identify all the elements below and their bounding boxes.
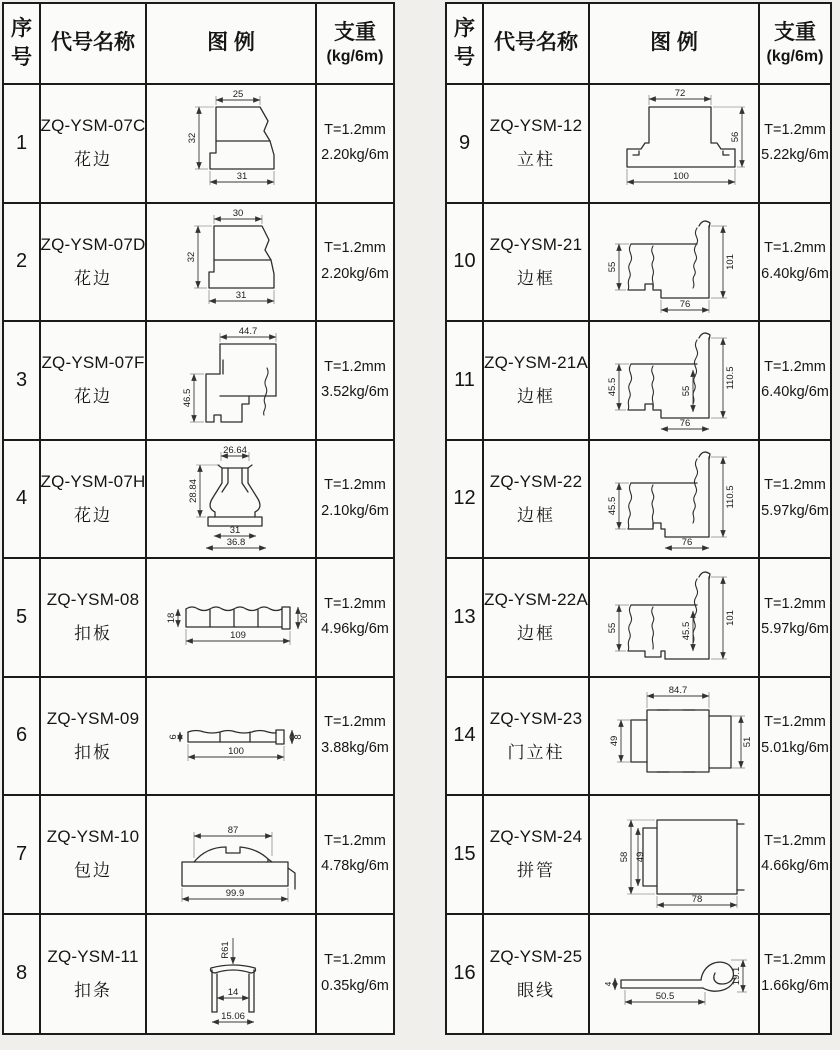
dim-label: 30 [232,207,244,219]
profile-weight [317,915,393,1034]
catalog-table-right [445,2,832,1035]
profile-name: 扣条 [74,980,112,1000]
profile-drawing [148,206,314,318]
weight: 2.20kg/6m [321,147,389,164]
profile-code-name [41,915,147,1034]
profile-code-name [484,678,590,797]
weight: 5.22kg/6m [761,147,829,164]
profile-code-name [484,441,590,560]
profile-weight [760,441,830,560]
dim-label: 45.5 [607,496,618,515]
catalog-table-left [2,2,395,1035]
profile-diagram [590,915,760,1034]
profile-weight [760,796,830,915]
profile-code-name [41,322,147,441]
row-number: 16 [447,915,484,1034]
dim-label: 32 [186,251,197,263]
profile-diagram [590,85,760,204]
row-number: 3 [4,322,41,441]
col-header-seq-label: 序号 [453,17,475,69]
profile-weight [760,85,830,204]
weight: 3.88kg/6m [321,739,389,756]
dim-label: 45.5 [681,622,692,641]
thickness: T=1.2mm [764,240,826,257]
profile-weight [317,204,393,323]
dim-label: 26.64 [223,444,247,456]
profile-name: 扣板 [74,624,112,644]
col-header-weight [317,4,393,85]
profile-weight [317,678,393,797]
weight: 5.01kg/6m [761,739,829,756]
profile-code-name [484,322,590,441]
profile-code: ZQ-YSM-25 [489,946,583,966]
row-number: 12 [447,441,484,560]
dim-label: 110.5 [725,485,736,509]
weight: 2.20kg/6m [321,265,389,282]
col-header-seq-label: 序号 [10,17,32,69]
profile-weight [317,441,393,560]
profile-diagram [147,322,317,441]
weight: 1.66kg/6m [761,977,829,994]
row-number: 1 [4,85,41,204]
dim-label: 20 [299,612,310,624]
dim-label: 45.5 [607,378,618,397]
profile-weight [317,559,393,678]
dim-label: 28.84 [188,478,199,503]
row-number: 7 [4,796,41,915]
col-header-legend: 图 例 [590,4,760,85]
row-number: 4 [4,441,41,560]
dim-label: 99.9 [225,888,245,900]
profile-diagram [147,85,317,204]
profile-code-name [41,204,147,323]
profile-diagram [147,796,317,915]
dim-label: 44.7 [238,326,258,338]
profile-drawing [148,680,314,792]
profile-code: ZQ-YSM-12 [489,116,583,136]
dim-label: 55 [681,385,692,397]
profile-drawing [591,443,757,555]
profile-name: 扣板 [74,742,112,762]
dim-label: 46.5 [182,389,193,408]
col-header-weight-line1: 支重 [774,20,816,44]
profile-code: ZQ-YSM-09 [46,708,140,728]
profile-weight [317,85,393,204]
profile-code-name [484,204,590,323]
profile-drawing [591,324,757,436]
profile-diagram [590,204,760,323]
profile-code: ZQ-YSM-11 [47,946,139,966]
dim-label: 4 [604,981,613,986]
dim-label: 100 [228,745,244,757]
weight: 4.66kg/6m [761,858,829,875]
thickness: T=1.2mm [764,358,826,375]
dim-label: 25 [232,89,244,101]
profile-drawing [591,798,757,910]
thickness: T=1.2mm [324,832,386,849]
profile-drawing [148,87,314,199]
row-number: 10 [447,204,484,323]
dim-label: 31 [229,524,241,536]
profile-code: ZQ-YSM-07H [41,471,146,491]
profile-drawing [591,680,757,792]
profile-code: ZQ-YSM-24 [489,827,583,847]
dim-label: R61 [220,941,231,959]
dim-label: 101 [725,610,736,627]
dim-label: 110.5 [725,366,736,390]
row-number: 8 [4,915,41,1034]
weight: 5.97kg/6m [761,621,829,638]
profile-code: ZQ-YSM-22 [489,471,583,491]
profile-code: ZQ-YSM-10 [46,827,140,847]
profile-code-name [41,678,147,797]
thickness: T=1.2mm [324,240,386,257]
profile-drawing [148,324,314,436]
profile-diagram [147,678,317,797]
dim-label: 109 [230,630,246,642]
dim-label: 87 [227,825,239,837]
profile-code: ZQ-YSM-21A [484,353,589,373]
dim-label: 19.1 [731,966,742,985]
dim-label: 50.5 [655,990,675,1002]
profile-code: ZQ-YSM-08 [46,590,140,610]
row-number: 6 [4,678,41,797]
profile-name: 拼管 [517,861,555,881]
profile-code-name [41,441,147,560]
profile-name: 立柱 [517,150,555,170]
weight: 4.78kg/6m [321,858,389,875]
thickness: T=1.2mm [324,358,386,375]
row-number: 11 [447,322,484,441]
thickness: T=1.2mm [764,595,826,612]
dim-label: 84.7 [668,684,688,696]
profile-drawing [591,206,757,318]
row-number: 5 [4,559,41,678]
profile-weight [317,796,393,915]
thickness: T=1.2mm [764,121,826,138]
weight: 0.35kg/6m [321,977,389,994]
profile-code: ZQ-YSM-07D [41,234,146,254]
profile-drawing [148,918,314,1030]
profile-weight [760,678,830,797]
dim-label: 31 [235,289,247,301]
profile-name: 眼线 [517,980,555,1000]
profile-drawing [591,561,757,673]
dim-label: 8 [293,734,304,740]
weight: 6.40kg/6m [761,265,829,282]
dim-label: 78 [691,894,703,906]
row-number: 14 [447,678,484,797]
profile-weight [760,559,830,678]
dim-label: 6 [168,734,179,740]
profile-code: ZQ-YSM-23 [489,708,583,728]
thickness: T=1.2mm [764,477,826,494]
dim-label: 56 [730,131,741,143]
profile-name: 边框 [517,505,555,525]
profile-name: 边框 [517,387,555,407]
dim-label: 15.06 [221,1010,245,1022]
profile-weight [760,915,830,1034]
weight: 3.52kg/6m [321,384,389,401]
profile-code-name [41,796,147,915]
profile-code: ZQ-YSM-21 [489,234,583,254]
profile-diagram [147,204,317,323]
thickness: T=1.2mm [764,714,826,731]
col-header-weight [760,4,830,85]
thickness: T=1.2mm [324,714,386,731]
dim-label: 51 [742,736,753,748]
row-number: 2 [4,204,41,323]
profile-name: 包边 [74,861,112,881]
col-header-legend: 图 例 [147,4,317,85]
profile-code-name [41,559,147,678]
profile-diagram [147,441,317,560]
dim-label: 18 [166,612,177,624]
weight: 4.96kg/6m [321,621,389,638]
profile-name: 花边 [74,150,112,170]
dim-label: 36.8 [226,536,246,548]
profile-name: 花边 [74,387,112,407]
profile-diagram [590,559,760,678]
profile-code-name [484,915,590,1034]
dim-label: 101 [725,253,736,270]
profile-code-name [484,559,590,678]
dim-label: 100 [673,171,689,183]
profile-code-name [41,85,147,204]
col-header-weight-line2: (kg/6m) [326,48,384,66]
profile-code-name [484,85,590,204]
profile-diagram [590,322,760,441]
profile-drawing [148,561,314,673]
dim-label: 76 [679,418,691,430]
profile-drawing [591,918,757,1030]
profile-diagram [590,796,760,915]
profile-code-name [484,796,590,915]
profile-weight [317,322,393,441]
profile-name: 花边 [74,268,112,288]
col-header-name: 代号名称 [41,4,147,85]
profile-name: 门立柱 [507,742,565,762]
thickness: T=1.2mm [764,952,826,969]
dim-label: 55 [607,261,618,273]
profile-weight [760,204,830,323]
dim-label: 32 [187,132,198,144]
dim-label: 31 [236,171,248,183]
dim-label: 76 [681,536,693,548]
thickness: T=1.2mm [324,952,386,969]
profile-drawing [148,798,314,910]
col-header-weight-line2: (kg/6m) [766,48,824,66]
weight: 2.10kg/6m [321,502,389,519]
profile-code: ZQ-YSM-22A [484,590,589,610]
profile-diagram [590,678,760,797]
row-number: 9 [447,85,484,204]
profile-code: ZQ-YSM-07C [41,116,146,136]
dim-label: 58 [619,851,630,863]
dim-label: 72 [674,88,686,100]
profile-name: 花边 [74,505,112,525]
thickness: T=1.2mm [764,832,826,849]
profile-weight [760,322,830,441]
profile-drawing [148,443,314,555]
profile-diagram [590,441,760,560]
profile-name: 边框 [517,624,555,644]
profile-diagram [147,559,317,678]
dim-label: 14 [227,986,239,998]
weight: 6.40kg/6m [761,384,829,401]
dim-label: 49 [635,851,646,863]
thickness: T=1.2mm [324,121,386,138]
col-header-weight-line1: 支重 [334,20,376,44]
thickness: T=1.2mm [324,477,386,494]
profile-name: 边框 [517,268,555,288]
row-number: 13 [447,559,484,678]
dim-label: 76 [679,298,691,310]
profile-code: ZQ-YSM-07F [41,353,145,373]
row-number: 15 [447,796,484,915]
dim-label: 49 [609,735,620,747]
col-header-name: 代号名称 [484,4,590,85]
thickness: T=1.2mm [324,595,386,612]
col-header-seq [447,4,484,85]
dim-label: 55 [607,622,618,634]
col-header-seq [4,4,41,85]
profile-diagram [147,915,317,1034]
profile-drawing [591,87,757,199]
weight: 5.97kg/6m [761,502,829,519]
